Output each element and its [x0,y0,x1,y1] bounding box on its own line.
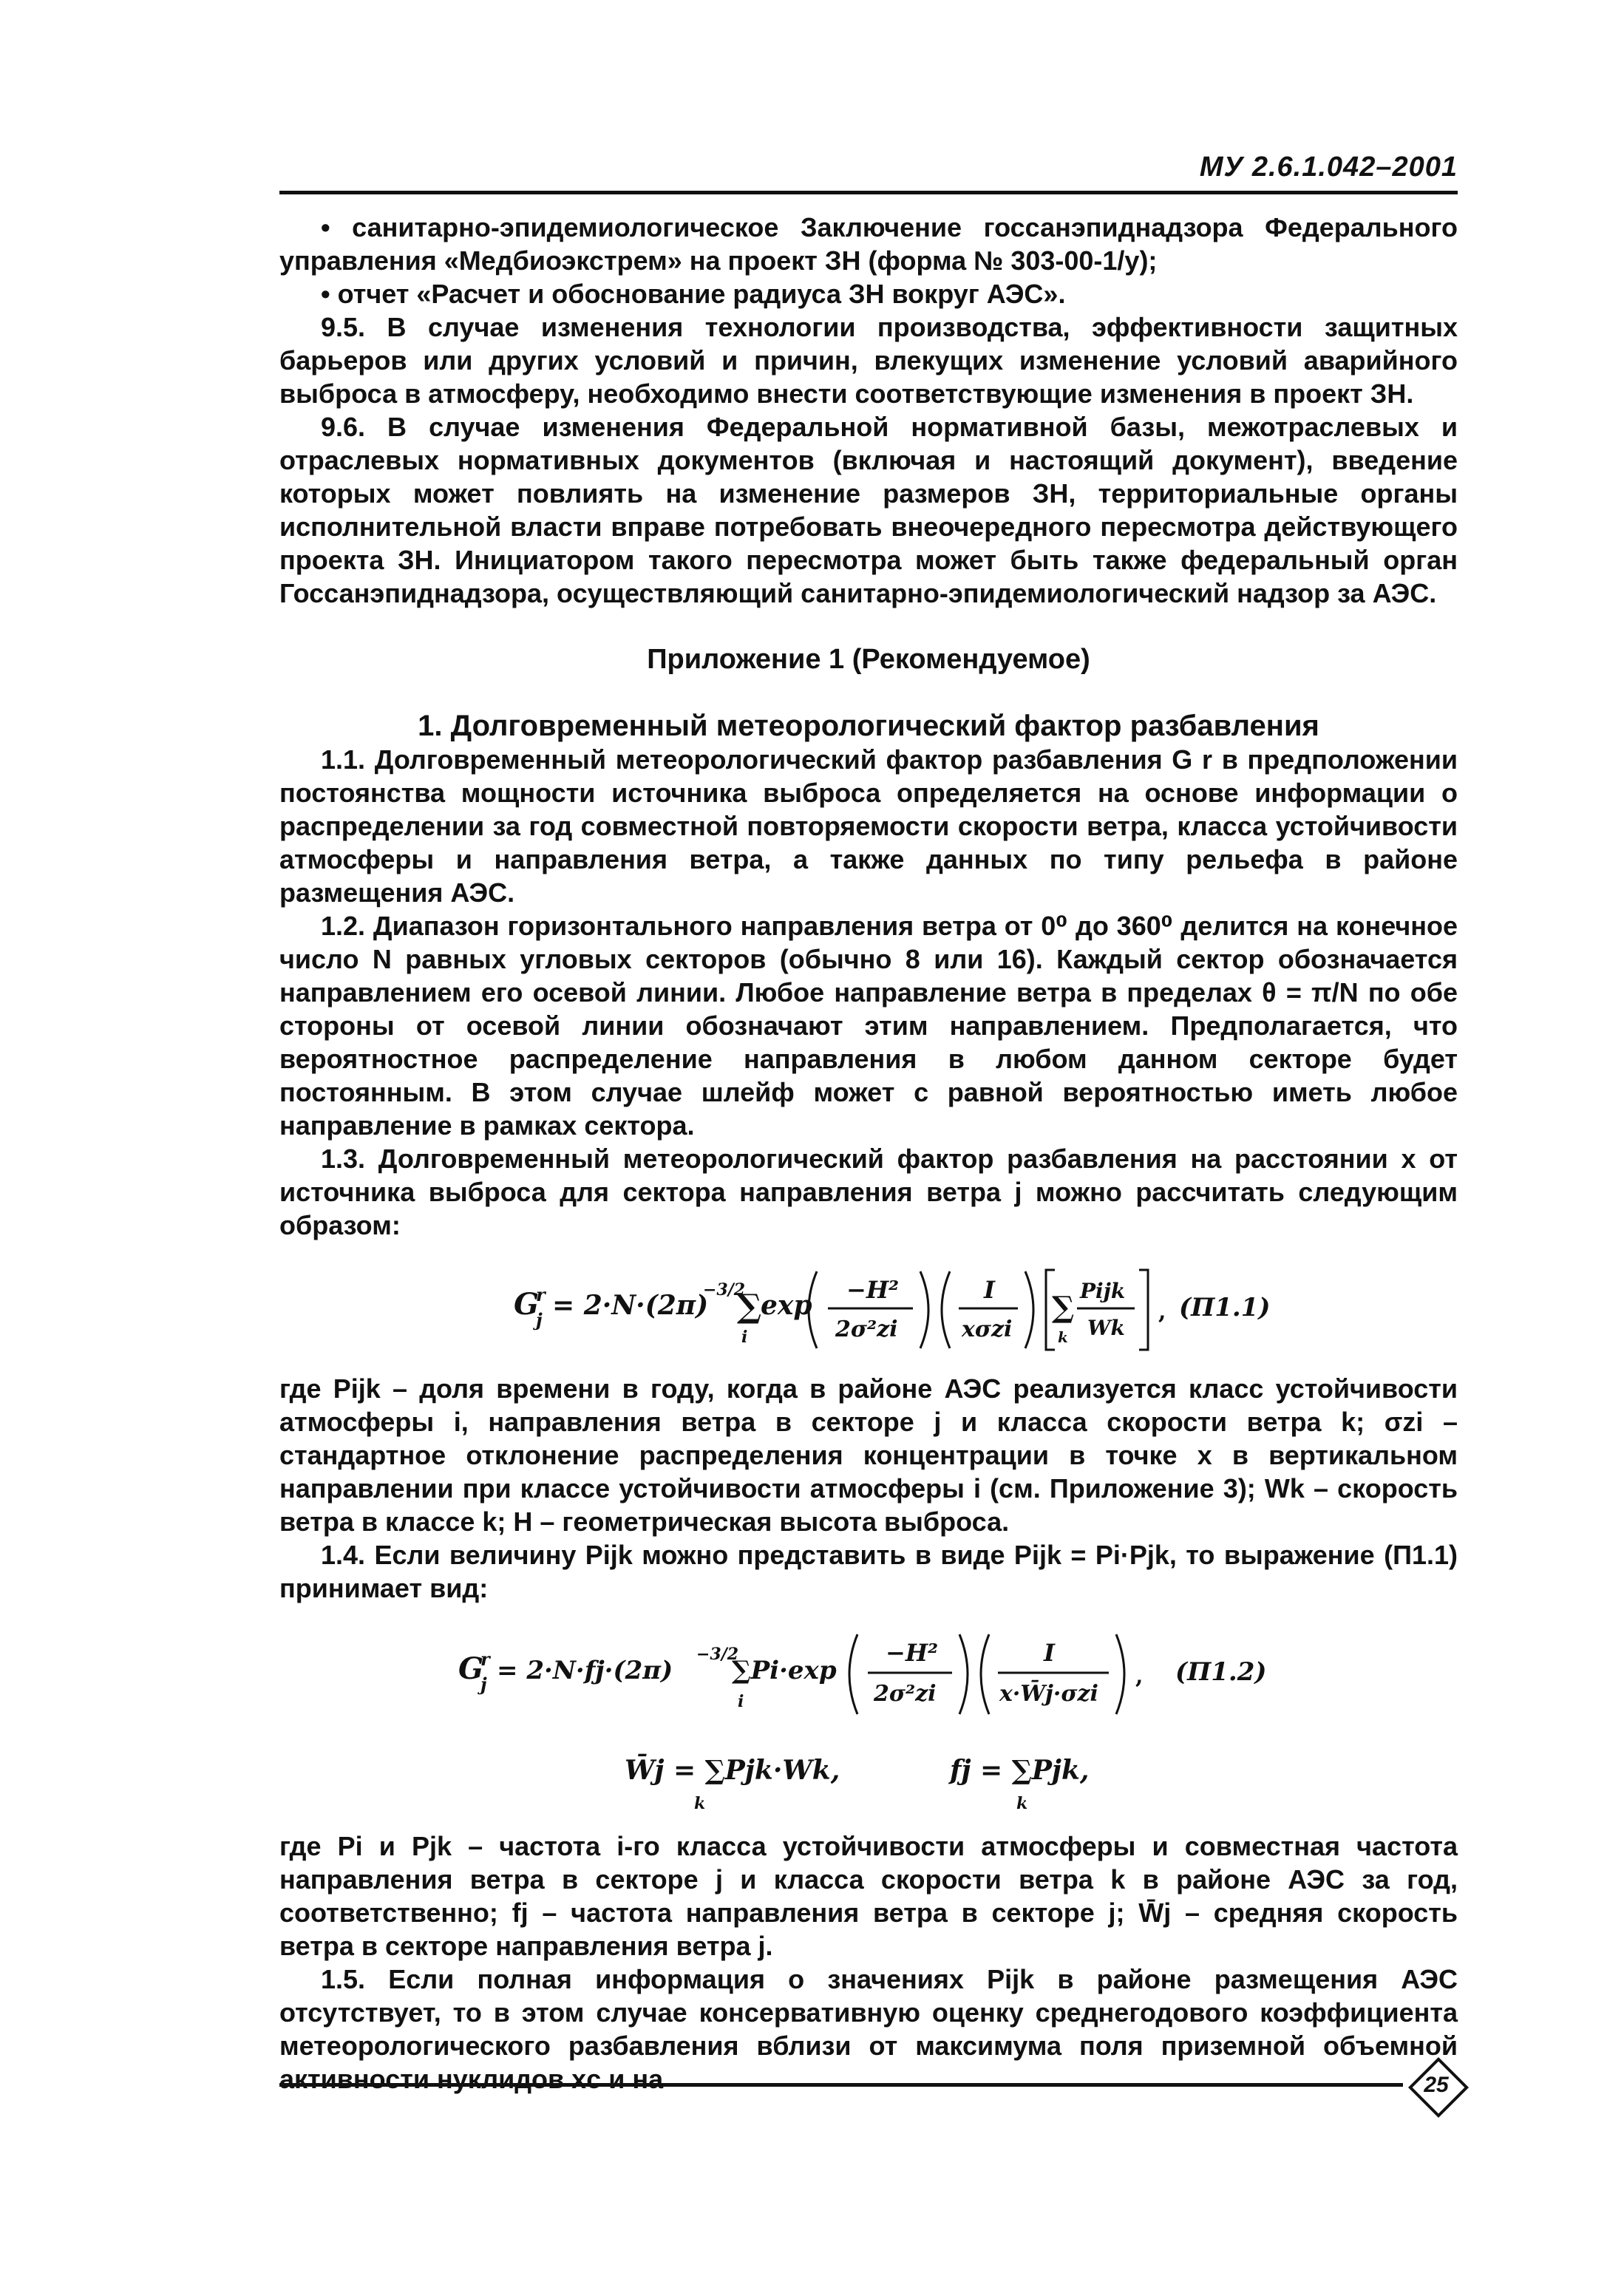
svg-text:,: , [1135,1663,1144,1689]
f2-exponent: −3/2 [696,1645,739,1664]
section-title: 1. Долговременный метеорологический фактор разбавления [418,710,1319,742]
where-clause-2: где Pi и Pjk – частота i-го класса устойчивости атмосферы и совместная частота направления ветра в секторе j и класса скорости ветра k в районе АЭС за год, соответственно; fj – частота направления ветра в секторе j; W̄j – средняя скорость ветра в секторе направления ветра j. [279,1831,1458,1961]
f3-index-k-a: k [694,1794,706,1813]
f1-num3: Pijk [1080,1279,1126,1303]
f1-sum-k: ∑ [1052,1290,1075,1325]
f1-sum-k-index: k [1058,1328,1068,1346]
formula-p1-2-graphic [444,1618,1294,1729]
f2-sum-index: i [738,1692,744,1711]
f2-den2: x·W̄j·σzi [999,1681,1098,1707]
paragraph-9-6: 9.6. В случае изменения Федеральной нормативной базы, межотраслевых и отраслевых нормативных документов (включая и настоящий документ), введение которых может повлиять на изменение размеров ЗН, территориальные органы исполнительной власти вправе потребовать внеочередного пересмотра действующего проекта ЗН. Инициатором такого пересмотра может быть также федеральный орган Госсанэпиднадзора, осуществляющий санитарно-эпидемиологический надзор за АЭС. [279,412,1458,608]
f2-lhs: G [458,1651,484,1686]
f2-lhs-sub: j [480,1674,487,1695]
formula-p1-1-graphic [462,1255,1275,1359]
f2-body: ∑Pi·exp [732,1656,837,1685]
page-content [279,211,1458,2096]
f1-exp-word: exp [761,1290,812,1321]
paragraph-9-5: 9.5. В случае изменения технологии производства, эффективности защитных барьеров или других условий и причин, влекущих изменение условий аварийного выброса в атмосферу, необходимо внести соответствующие изменения в проект ЗН. [279,312,1458,409]
f3-index-k-b: k [1016,1794,1028,1813]
f1-num2: I [984,1276,995,1304]
paragraph-1-2: 1.2. Диапазон горизонтального направления ветра от 0⁰ до 360⁰ делится на конечное число N равных угловых секторов (обычно 8 или 16). Каждый сектор обозначается направлением его осевой линии. Любое направление ветра в пределах θ = π/N по обе стороны от осевой линии обозначают этим направлением. Предполагается, что вероятностное распределение направления в любом данном секторе будет постоянным. В этом случае шлейф может с равной вероятностью иметь любое направление в рамках сектора. [279,911,1458,1141]
formula-p1-1 [279,1255,1458,1359]
f2-num1: −H² [886,1639,939,1667]
f1-exponent: −3/2 [703,1280,746,1299]
f3-sector-frequency: fj = ∑Pjk, [950,1755,1090,1786]
f1-den2: xσzi [962,1316,1013,1342]
f1-lhs-sup: r [536,1284,546,1305]
paragraph-1-1: 1.1. Долговременный метеорологический фактор разбавления G r в предположении постоянства мощности источника выброса определяется на основе информации о распределении за год совместной повторяемости скорости ветра, класса устойчивости атмосферы и направления ветра, а также данных по типу рельефа в районе размещения АЭС. [279,744,1458,908]
formula-definitions-graphic [536,1742,1201,1816]
f2-num2: I [1044,1639,1055,1667]
page-number-badge [1408,2057,1464,2113]
f2-den1: 2σ²zi [874,1681,937,1707]
f1-equation-label: (П1.1) [1179,1293,1271,1322]
f2-constant: = 2·N·fj·(2π) [497,1656,673,1685]
f1-lhs-sub: j [536,1309,543,1331]
bullet-report: • отчет «Расчет и обоснование радиуса ЗН вокруг АЭС». [321,279,1066,309]
f1-num1: −H² [846,1276,900,1304]
f1-den3: Wk [1087,1316,1125,1340]
svg-text:,: , [1158,1299,1166,1325]
f1-constant: = 2·N·(2π) [552,1290,709,1321]
where-clause-1: где Pijk – доля времени в году, когда в районе АЭС реализуется класс устойчивости атмосферы i, направления ветра в секторе j и класса скорости ветра k; σzi – стандартное отклонение распределения концентрации в точке x в вертикальном направлении при классе устойчивости атмосферы i (см. Приложение 3); Wk – скорость ветра в классе k; H – геометрическая высота выброса. [279,1373,1458,1537]
page-number: 25 [1424,2073,1449,2097]
f1-den1: 2σ²zi [835,1316,898,1342]
paragraph-1-3: 1.3. Долговременный метеорологический фактор разбавления на расстоянии x от источника выброса для сектора направления ветра j можно рассчитать следующим образом: [279,1144,1458,1240]
f1-lhs: G [514,1287,540,1322]
f2-lhs-sup: r [480,1648,490,1670]
document-code: МУ 2.6.1.042–2001 [1199,152,1458,183]
f2-equation-label: (П1.2) [1175,1657,1267,1687]
f3-mean-wind: W̄j = ∑Pjk·Wk, [625,1755,840,1786]
formula-p1-2 [279,1618,1458,1729]
f1-sum-index: i [741,1328,748,1347]
paragraph-1-5: 1.5. Если полная информация о значениях Pijk в районе размещения АЭС отсутствует, то в этом случае консервативную оценку среднегодового коэффициента метеорологического разбавления вблизи от максимума поля приземной объемной активности нуклидов xc и на [279,1964,1458,2094]
header-rule [279,191,1458,194]
appendix-title: Приложение 1 (Рекомендуемое) [647,644,1090,675]
f1-sum: ∑ [737,1288,762,1325]
paragraph-1-4: 1.4. Если величину Pijk можно представить в виде Pijk = Pi·Pjk, то выражение (П1.1) принимает вид: [279,1540,1458,1603]
bullet-conclusion: • санитарно-эпидемиологическое Заключение госсанэпиднадзора Федерального управления «Медбиоэкстрем» на проект ЗН (форма № 303-00-1/у); [279,212,1458,276]
formula-definitions [279,1742,1458,1816]
footer-rule [279,2083,1403,2087]
